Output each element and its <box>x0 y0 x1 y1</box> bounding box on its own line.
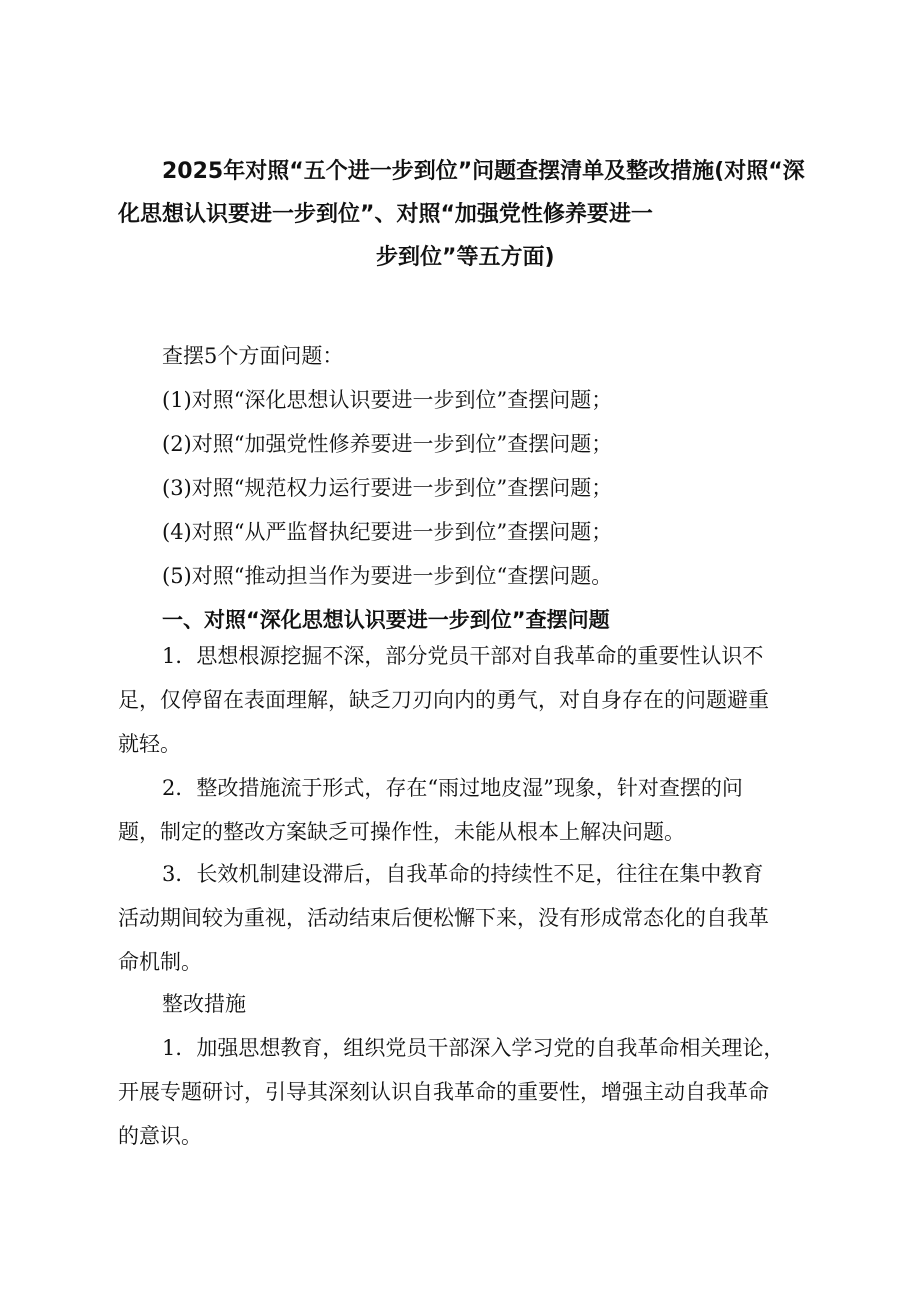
problem-2-line-2: 题，制定的整改方案缺乏可操作性，未能从根本上解决问题。 <box>118 820 685 844</box>
problem-3 <box>118 852 838 984</box>
problem-3-line-3: 命机制。 <box>118 950 202 974</box>
measure-1-line-1: 1．加强思想教育，组织党员干部深入学习党的自我革命相关理论， <box>162 1036 785 1060</box>
title-line-3: 步到位”等五方面) <box>376 245 555 270</box>
document-title <box>118 150 818 279</box>
problem-3-line-1: 3．长效机制建设滞后，自我革命的持续性不足，往往在集中教育 <box>162 862 764 886</box>
intro-text: 查摆5个方面问题： <box>162 344 344 368</box>
measures-heading: 整改措施 <box>162 992 246 1016</box>
problem-1-line-3: 就轻。 <box>118 732 181 756</box>
list-item-3: (3)对照“规范权力运行要进一步到位”查摆问题； <box>162 476 613 500</box>
title-line-2: 化思想认识要进一步到位”、对照“加强党性修养要进一 <box>118 202 653 227</box>
measure-1 <box>118 1026 838 1158</box>
list-item-2: (2)对照“加强党性修养要进一步到位”查摆问题； <box>162 432 613 456</box>
intro-block <box>118 334 838 642</box>
measure-1-line-3: 的意识。 <box>118 1124 202 1148</box>
measure-1-line-2: 开展专题研讨，引导其深刻认识自我革命的重要性，增强主动自我革命 <box>118 1080 769 1104</box>
section-heading: 一、对照“深化思想认识要进一步到位”查摆问题 <box>162 608 610 632</box>
list-item-1: (1)对照“深化思想认识要进一步到位”查摆问题； <box>162 388 613 412</box>
problem-1-line-1: 1．思想根源挖掘不深，部分党员干部对自我革命的重要性认识不 <box>162 644 764 668</box>
measures-heading-block <box>118 982 838 1026</box>
problem-1 <box>118 634 838 766</box>
problem-2 <box>118 766 838 854</box>
problem-1-line-2: 足，仅停留在表面理解，缺乏刀刃向内的勇气，对自身存在的问题避重 <box>118 688 769 712</box>
list-item-5: (5)对照“推动担当作为要进一步到位“查摆问题。 <box>162 564 613 588</box>
problem-3-line-2: 活动期间较为重视，活动结束后便松懈下来，没有形成常态化的自我革 <box>118 906 769 930</box>
problem-2-line-1: 2．整改措施流于形式，存在“雨过地皮湿”现象，针对查摆的问 <box>162 776 743 800</box>
title-line-1: 2025年对照“五个进一步到位”问题查摆清单及整改措施(对照“深 <box>162 159 805 184</box>
list-item-4: (4)对照“从严监督执纪要进一步到位”查摆问题； <box>162 520 613 544</box>
